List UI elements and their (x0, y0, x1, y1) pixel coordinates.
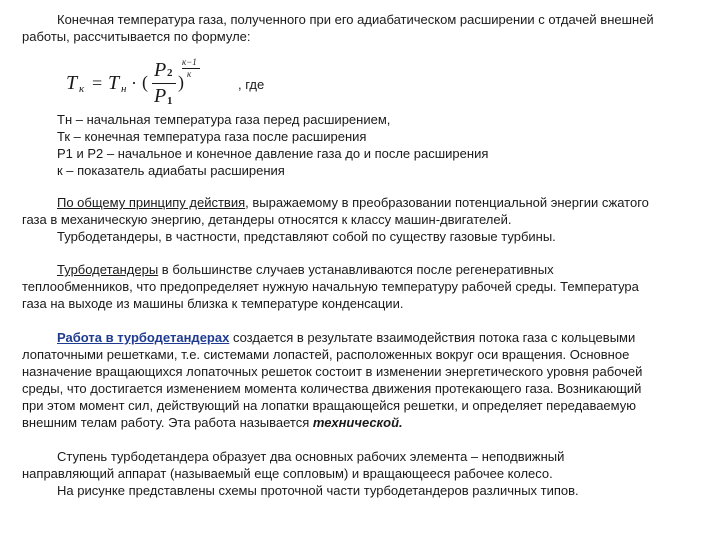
intro-line-1: Конечная температура газа, полученного при его адиабатическом расширении с отдачей внешней (57, 12, 654, 27)
p3-line-6-start: внешним телам работу. Эта работа называется (22, 415, 313, 430)
p2-line-1-rest: в большинстве случаев устанавливаются после регенеративных (158, 262, 554, 277)
p2-line-1 (57, 262, 554, 278)
formula-p1: P (154, 85, 167, 107)
p3-line-5: при этом момент сил, действующий на лопатки вращающейся решетки, и определяет передаваемую (22, 398, 636, 413)
temperature-formula (66, 58, 266, 108)
p1-line-2: газа в механическую энергию, детандеры относятся к классу машин-двигателей. (22, 212, 512, 227)
p2-line-3: газа на выходе из машины близка к температуре конденсации. (22, 296, 404, 311)
p3-line-6 (22, 415, 403, 431)
formula-t-initial: T (108, 72, 120, 94)
p1-underlined: По общему принципу действия (57, 195, 246, 210)
p4-line-2: направляющий аппарат (называемый еще сопловым) и вращающееся рабочее колесо. (22, 466, 553, 481)
intro-line-2: работы, рассчитывается по формуле: (22, 29, 251, 44)
technical-term: технической. (312, 415, 403, 430)
definition-k: к – показатель адиабаты расширения (57, 163, 285, 178)
formula-sub-1: 1 (167, 95, 173, 107)
p4-line-1: Ступень турбодетандера образует два основных рабочих элемента – неподвижный (57, 449, 565, 464)
formula-equals: = (92, 73, 103, 93)
p1-line-1-rest: , выражаемому в преобразовании потенциальной энергии сжатого (245, 195, 649, 210)
formula-exp-numerator: к−1 (182, 57, 197, 67)
p2-line-2: теплообменников, что предопределяет нужную начальную температуру рабочей среды. Температура (22, 279, 639, 294)
definition-tk: Тк – конечная температура газа после расширения (57, 129, 367, 144)
p3-line-4: среды, что достигается изменением момента количества движения протекающего газа. Возникающий (22, 381, 642, 396)
formula-where: , где (238, 77, 265, 92)
formula-exp-denominator: к (187, 69, 192, 79)
formula-t-final: T (66, 72, 78, 94)
formula-fraction-bar (152, 83, 176, 84)
definition-p1-p2: Р1 и Р2 – начальное и конечное давление газа до и после расширения (57, 146, 489, 161)
p3-line-3: назначение вращающихся лопаточных решеток состоит в изменении энергетического уровня рабочей (22, 364, 643, 379)
p3-line-1 (57, 330, 635, 346)
turbodetander-work-link[interactable]: Работа в турбодетандерах (57, 330, 230, 345)
definition-tn: Тн – начальная температура газа перед расширением, (57, 112, 391, 127)
formula-sub-n: н (121, 83, 127, 95)
p4-line-3: На рисунке представлены схемы проточной части турбодетандеров различных типов. (57, 483, 579, 498)
formula-exp-bar (182, 68, 200, 69)
formula-paren-close: ) (178, 72, 184, 92)
formula-paren-open: ( (142, 72, 148, 92)
p3-line-2: лопаточными решетками, т.е. системами лопастей, расположенных вокруг оси вращения. Основное (22, 347, 630, 362)
p1-line-3: Турбодетандеры, в частности, представляют собой по существу газовые турбины. (57, 229, 556, 244)
formula-sub-k: к (79, 83, 85, 95)
formula-dot: · (131, 73, 137, 93)
formula-p2: P (154, 59, 167, 81)
p2-underlined: Турбодетандеры (57, 262, 159, 277)
p1-line-1 (57, 195, 649, 211)
p3-line-1-rest: создается в результате взаимодействия потока газа с кольцевыми (229, 330, 636, 345)
formula-sub-2: 2 (167, 67, 173, 79)
